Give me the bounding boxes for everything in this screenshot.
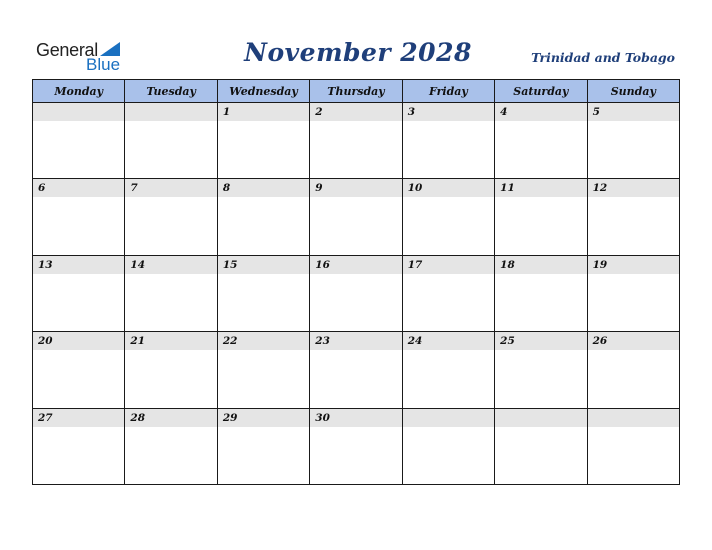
- day-cell: [218, 409, 310, 485]
- day-cell: [403, 409, 495, 485]
- day-cell: [588, 103, 680, 179]
- day-cell: [495, 103, 587, 179]
- day-number-band: [33, 179, 124, 197]
- day-cell: [495, 256, 587, 332]
- day-cell: [125, 409, 217, 485]
- day-cell: [403, 179, 495, 255]
- region-label: Trinidad and Tobago: [531, 50, 675, 65]
- day-cell: [310, 256, 402, 332]
- day-number: 22: [222, 335, 238, 348]
- day-cell: [495, 409, 587, 485]
- weekday-header-wednesday: Wednesday: [218, 80, 310, 103]
- day-number: 25: [500, 335, 515, 348]
- day-cell: [588, 179, 680, 255]
- day-number: 17: [407, 258, 423, 271]
- weekday-header-thursday: Thursday: [310, 80, 402, 103]
- day-number-band: [33, 103, 124, 121]
- day-cell: [218, 103, 310, 179]
- day-cell: [310, 409, 402, 485]
- weekday-header-sunday: Sunday: [588, 80, 680, 103]
- day-number-band: [588, 103, 679, 121]
- day-number: 15: [222, 258, 238, 271]
- day-cell: [218, 332, 310, 408]
- day-cell: [33, 409, 125, 485]
- day-number: 18: [500, 258, 515, 271]
- day-number: 12: [592, 182, 608, 195]
- day-number: 19: [592, 258, 608, 271]
- day-number: 29: [222, 411, 238, 424]
- day-cell: [33, 103, 125, 179]
- day-number: 13: [38, 258, 53, 271]
- day-number: 21: [130, 335, 146, 348]
- day-number: 28: [130, 411, 146, 424]
- day-number-band: [403, 409, 494, 427]
- weekday-header-friday: Friday: [403, 80, 495, 103]
- day-cell: [33, 256, 125, 332]
- day-cell: [125, 179, 217, 255]
- day-number: 10: [407, 182, 423, 195]
- day-number: 27: [38, 411, 53, 424]
- day-number: 4: [500, 106, 508, 118]
- day-number-band: [495, 103, 586, 121]
- day-cell: [125, 256, 217, 332]
- day-number: 5: [592, 106, 600, 118]
- day-number-band: [310, 179, 401, 197]
- day-number: 14: [130, 258, 146, 271]
- calendar-title: November 2028: [244, 38, 472, 67]
- brand-logo: [36, 40, 136, 76]
- day-number: 26: [592, 335, 608, 348]
- day-number: 8: [222, 182, 231, 195]
- day-number-band: [588, 409, 679, 427]
- day-number-band: [403, 103, 494, 121]
- logo-blue-text: Blue: [86, 55, 121, 74]
- day-number-band: [125, 103, 216, 121]
- day-number-band: [310, 103, 401, 121]
- day-cell: [495, 179, 587, 255]
- day-cell: [588, 409, 680, 485]
- day-number: 3: [407, 106, 416, 118]
- day-number: 30: [315, 411, 330, 424]
- day-number: 2: [315, 106, 323, 118]
- day-cell: [218, 179, 310, 255]
- day-number-band: [495, 409, 586, 427]
- logo-general-text: General: [36, 40, 98, 60]
- weekday-header-tuesday: Tuesday: [125, 80, 217, 103]
- day-number: 9: [315, 182, 323, 195]
- day-number: 7: [130, 182, 138, 195]
- logo-flag-icon: [100, 42, 120, 56]
- weekday-header-monday: Monday: [33, 80, 125, 103]
- day-cell: [218, 256, 310, 332]
- day-number: 1: [222, 106, 231, 118]
- day-number-band: [218, 103, 309, 121]
- day-cell: [403, 332, 495, 408]
- day-cell: [125, 332, 217, 408]
- day-cell: [495, 332, 587, 408]
- day-cell: [403, 103, 495, 179]
- day-cell: [310, 103, 402, 179]
- day-cell: [33, 179, 125, 255]
- day-number: 11: [500, 182, 515, 195]
- day-cell: [33, 332, 125, 408]
- day-number: 20: [38, 335, 53, 348]
- day-number: 16: [315, 258, 330, 271]
- day-cell: [588, 332, 680, 408]
- weekday-header-saturday: Saturday: [495, 80, 587, 103]
- day-number-band: [125, 179, 216, 197]
- day-number-band: [218, 179, 309, 197]
- day-number: 23: [315, 335, 330, 348]
- day-cell: [310, 332, 402, 408]
- day-cell: [403, 256, 495, 332]
- day-cell: [588, 256, 680, 332]
- day-cell: [125, 103, 217, 179]
- day-number: 6: [38, 182, 46, 195]
- day-cell: [310, 179, 402, 255]
- day-number: 24: [407, 335, 423, 348]
- calendar-grid: [32, 79, 680, 485]
